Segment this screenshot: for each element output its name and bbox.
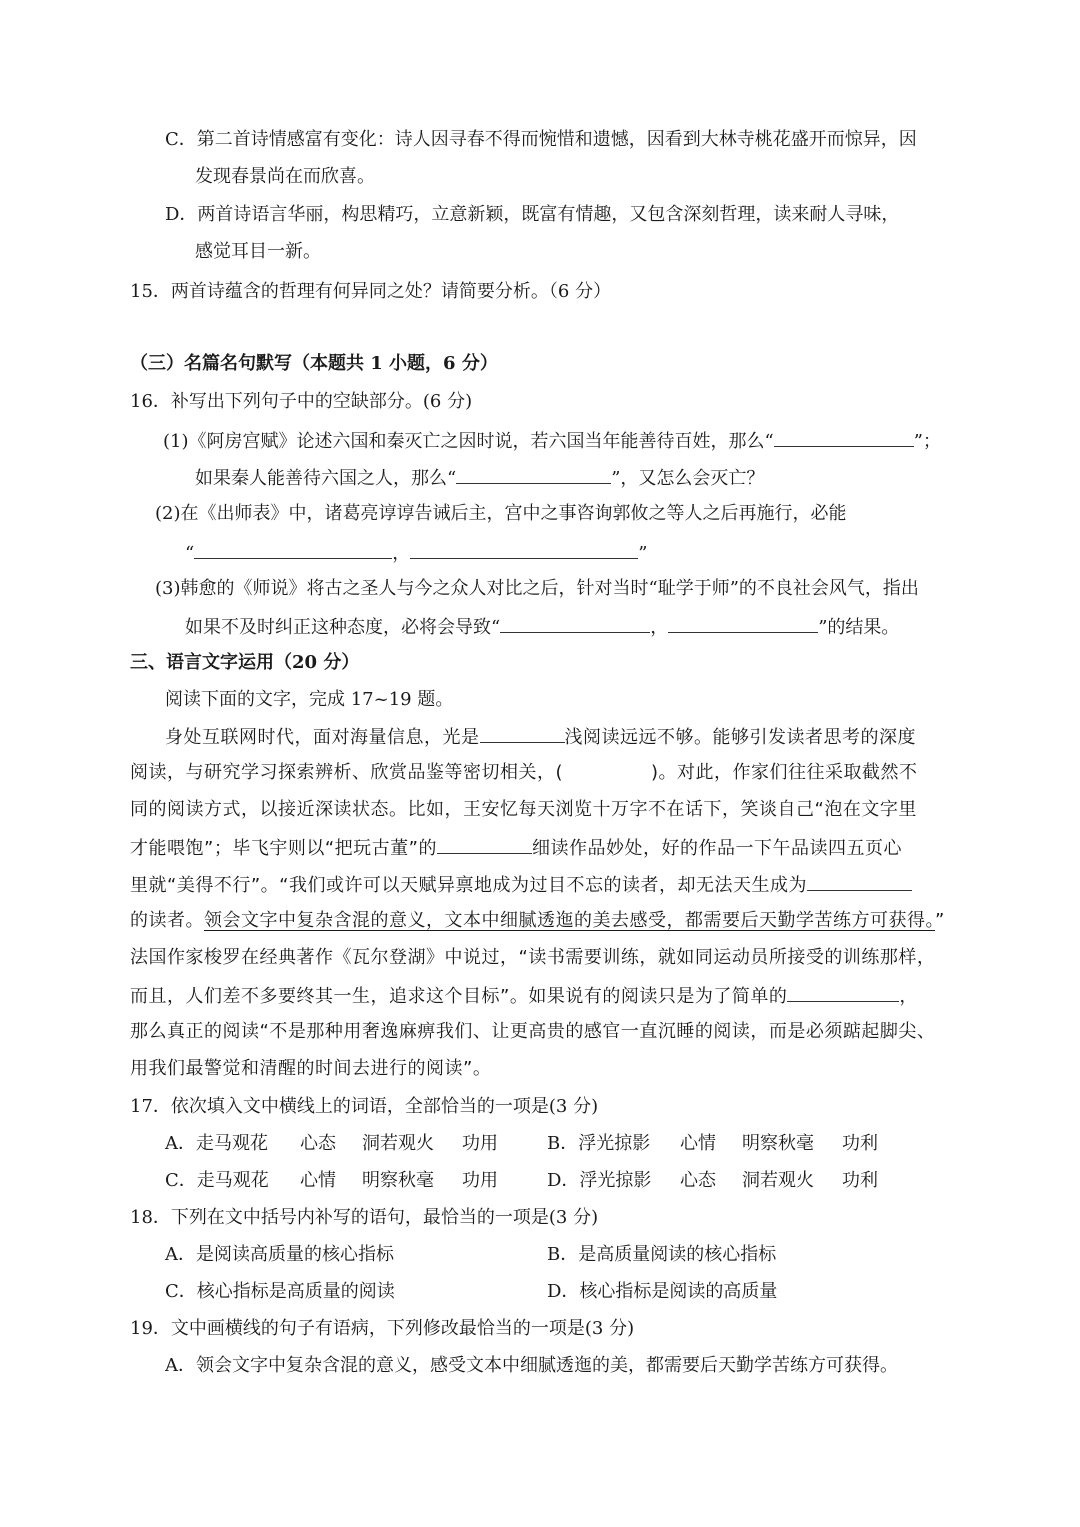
passage-l5-a: 里就“美得不行”。“我们或许可以天赋异禀地成为过目不忘的读者，却无法天生成为 [130, 875, 807, 896]
reading-instruction: 阅读下面的文字，完成 17~19 题。 [165, 689, 454, 710]
passage-line-3: 同的阅读方式，以接近深读状态。比如，王安忆每天浏览十万字不在话下，笑谈自己“泡在文字里 [130, 799, 917, 820]
q17-b-word4: 功利 [842, 1133, 878, 1154]
q16-item2-line2 [185, 540, 647, 566]
q16-item3-line2 [185, 614, 899, 640]
q16-item1-blank1[interactable] [774, 428, 914, 447]
q16-item2-line1: (2)在《出师表》中，诸葛亮谆谆告诫后主，宫中之事咨询郭攸之等人之后再施行，必能 [155, 503, 847, 524]
q16-item2-blank2[interactable] [410, 540, 638, 559]
q16-item1-text-d: ”，又怎么会灭亡？ [611, 468, 765, 489]
q17-b-word2: 心情 [680, 1133, 716, 1154]
q18-option-a[interactable]: A．是阅读高质量的核心指标 [165, 1244, 394, 1265]
passage-l2-b: )。对此，作家们往往采取截然不 [651, 762, 918, 783]
q18-option-d[interactable]: D．核心指标是阅读的高质量 [547, 1281, 778, 1302]
q17-a-word3: 洞若观火 [362, 1133, 434, 1154]
passage-l1-a: 身处互联网时代，面对海量信息，光是 [165, 727, 480, 748]
q16-item1-line2 [195, 465, 764, 491]
passage-line-4 [130, 835, 902, 861]
passage-blank-4[interactable] [787, 983, 899, 1002]
q16-item1-text-a: (1)《阿房宫赋》论述六国和秦灭亡之因时说，若六国当年能善待百姓，那么“ [163, 431, 774, 452]
underlined-sentence: 领会文字中复杂含混的意义，文本中细腻透迤的美去感受，都需要后天勤学苦练方可获得。 [204, 910, 935, 931]
q17-c-word2: 心情 [300, 1170, 336, 1191]
passage-line-7: 法国作家梭罗在经典著作《瓦尔登湖》中说过，“读书需要训练，就如同运动员所接受的训练那样， [130, 947, 936, 968]
q18-stem: 18．下列在文中括号内补写的语句，最恰当的一项是(3 分) [130, 1207, 599, 1228]
passage-line-8 [130, 983, 918, 1009]
passage-line-1 [165, 724, 916, 750]
part-3-title: 三、语言文字运用（20 分） [130, 652, 360, 673]
q19-stem: 19．文中画横线的句子有语病，下列修改最恰当的一项是(3 分) [130, 1318, 635, 1339]
passage-l6-a: 的读者。 [130, 910, 204, 931]
passage-l6-c: ” [935, 910, 945, 931]
passage-line-2 [130, 761, 918, 785]
q16-item3-blank2[interactable] [668, 614, 818, 633]
passage-line-6 [130, 909, 945, 933]
q17-a-word1: A．走马观花 [165, 1133, 268, 1154]
passage-blank-2[interactable] [437, 835, 532, 854]
passage-line-9: 那么真正的阅读“不是那种用奢逸麻痹我们、让更高贵的感官一直沉睡的阅读，而是必须踮起脚尖、 [130, 1021, 936, 1042]
q15-stem: 15．两首诗蕴含的哲理有何异同之处？请简要分析。（6 分） [130, 281, 612, 302]
q14-option-c-line2: 发现春景尚在而欣喜。 [195, 166, 375, 187]
passage-l8-b: ， [899, 986, 918, 1007]
q19-option-a[interactable]: A．领会文字中复杂含混的意义，感受文本中细腻透迤的美，都需要后天勤学苦练方可获得。 [165, 1355, 898, 1376]
q17-a-word2: 心态 [300, 1133, 336, 1154]
passage-blank-1[interactable] [480, 724, 565, 743]
q17-d-word4: 功利 [842, 1170, 878, 1191]
q16-stem: 16．补写出下列句子中的空缺部分。(6 分) [130, 391, 473, 412]
passage-blank-3[interactable] [807, 872, 912, 891]
q17-b-word1: B．浮光掠影 [547, 1133, 651, 1154]
q16-item3-text-b: 如果不及时纠正这种态度，必将会导致“ [185, 617, 501, 638]
q16-item1-line1 [163, 428, 941, 454]
passage-l4-b: 细读作品妙处，好的作品一下午品读四五页心 [531, 838, 902, 859]
passage-l4-a: 才能喂饱”；毕飞宇则以“把玩古董”的 [130, 838, 437, 859]
q18-option-b[interactable]: B．是高质量阅读的核心指标 [547, 1244, 777, 1265]
q16-item1-text-b: ”； [913, 431, 941, 452]
q17-c-word4: 功用 [462, 1170, 498, 1191]
q16-item2-close-quote: ” [638, 543, 648, 564]
q17-d-word1: D．浮光掠影 [547, 1170, 652, 1191]
q16-item3-text-d: ”的结果。 [818, 617, 900, 638]
q17-c-word3: 明察秋毫 [362, 1170, 434, 1191]
q16-item1-blank2[interactable] [456, 465, 611, 484]
q16-item2-open-quote: “ [185, 543, 195, 564]
passage-l1-b: 浅阅读远远不够。能够引发读者思考的深度 [564, 727, 916, 748]
q17-b-word3: 明察秋毫 [742, 1133, 814, 1154]
q17-a-word4: 功用 [462, 1133, 498, 1154]
q16-item3-line1: (3)韩愈的《师说》将古之圣人与今之众人对比之后，针对当时“耻学于师”的不良社会风气，指出 [155, 578, 919, 599]
q14-option-c-line1: C．第二首诗情感富有变化：诗人因寻春不得而惋惜和遗憾，因看到大林寺桃花盛开而惊异，因 [165, 129, 917, 150]
q14-option-d-line2: 感觉耳目一新。 [195, 241, 321, 262]
q16-item1-text-c: 如果秦人能善待六国之人，那么“ [195, 468, 457, 489]
passage-l2-a: 阅读，与研究学习探索辨析、欣赏品鉴等密切相关，( [130, 762, 564, 783]
passage-line-5 [130, 872, 912, 898]
q17-c-word1: C．走马观花 [165, 1170, 269, 1191]
q17-d-word3: 洞若观火 [742, 1170, 814, 1191]
q16-item3-comma: ， [650, 617, 669, 638]
q16-item2-blank1[interactable] [194, 540, 392, 559]
q18-option-c[interactable]: C．核心指标是高质量的阅读 [165, 1281, 395, 1302]
q17-d-word2: 心态 [680, 1170, 716, 1191]
passage-l8-a: 而且，人们差不多要终其一生，追求这个目标”。如果说有的阅读只是为了简单的 [130, 986, 788, 1007]
q16-item2-comma: ， [392, 543, 411, 564]
q16-item3-blank1[interactable] [500, 614, 650, 633]
q17-stem: 17．依次填入文中横线上的词语，全部恰当的一项是(3 分) [130, 1096, 599, 1117]
q14-option-d-line1: D．两首诗语言华丽，构思精巧，立意新颖，既富有情趣，又包含深刻哲理，读来耐人寻味， [165, 204, 900, 225]
section-3-subtitle: （三）名篇名句默写（本题共 1 小题，6 分） [130, 353, 498, 374]
passage-line-10: 用我们最警觉和清醒的时间去进行的阅读”。 [130, 1058, 492, 1079]
